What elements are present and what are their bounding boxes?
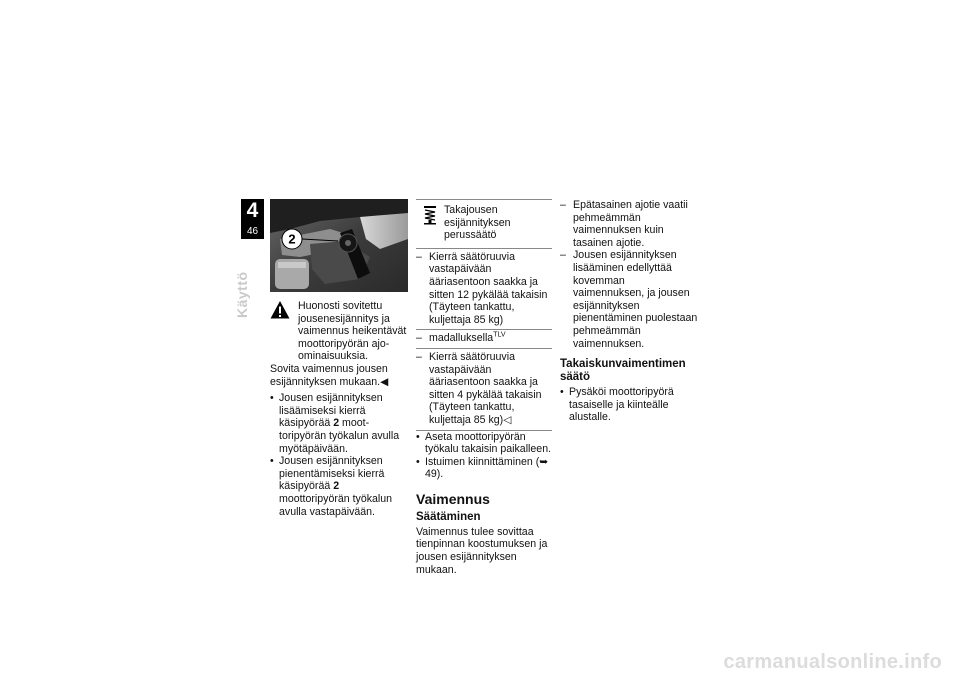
rear-damper-heading: Takaiskunvaimentimen säätö — [560, 358, 686, 384]
chapter-number: 4 — [246, 199, 259, 222]
watermark: carmanualsonline.info — [723, 651, 942, 674]
page-reference-arrow-icon: ➥ — [539, 455, 549, 468]
chapter-tab — [241, 199, 264, 239]
callout-ref: 2 — [333, 417, 340, 430]
spring-preload-icon — [422, 205, 438, 225]
callout-ref: 2 — [333, 480, 340, 493]
end-mark-icon: ◀ — [380, 375, 389, 388]
section-heading: Vaimennus — [416, 490, 490, 507]
bullet-decrease-preload — [270, 455, 408, 518]
bullet-park-level: • Pysäköi moottoripyörä tasaiselle ja kiinteälle alustalle. — [560, 386, 698, 424]
setting-table — [416, 199, 552, 431]
shock-adjuster-photo — [270, 199, 408, 292]
page-reference: 49). — [425, 468, 444, 481]
bullet-text: moottoripyörän työkalun avulla myötäpäivään. — [279, 417, 400, 455]
setting-lowered-label — [416, 332, 552, 345]
bullet-text: Istuimen kiinnittäminen ( — [425, 455, 540, 468]
setting-row-lowered — [416, 330, 552, 349]
setting-table-title: Takajousen esijännityksen perussäätö — [444, 204, 511, 242]
damping-note — [270, 363, 408, 388]
setting-lowered-value-text: Kierrä säätöruuvia vastapäivään ääriasentoon saakka ja sitten 4 pykälää takaisin (Täyteen tankattu, kuljettaja 85 kg) — [429, 350, 542, 426]
warning-triangle-icon — [270, 300, 290, 320]
bullet-text: Jousen esijännityksen lisäämiseksi kierrä käsipyörää — [279, 392, 383, 430]
end-mark-icon: ◁ — [503, 413, 512, 426]
chapter-side-label: Käyttö — [234, 271, 250, 318]
bullet-text: Jousen esijännityksen pienentämiseksi kierrä käsipyörää — [279, 455, 385, 493]
dash-preload-damping: – Jousen esijännityksen lisääminen edellyttää kovemman vaimennuksen, ja jousen esijännityksen pienentäminen puolestaan pehmeämmän vaimennuksen. — [560, 249, 698, 350]
figure-callout-2: 2 — [288, 231, 296, 247]
warning-block — [270, 300, 408, 363]
bullet-text: moottoripyörän työkalun avulla vastapäivään. — [279, 492, 393, 518]
page-number: 46 — [246, 226, 259, 237]
damping-body-text: Vaimennus tulee sovittaa tienpinnan koostumuksen ja jousen esijännityksen mukaan. — [416, 525, 548, 576]
subsection-heading: Säätäminen — [416, 510, 481, 523]
setting-lowered-text: madalluksella — [429, 332, 494, 345]
setting-row-lowered-value — [416, 349, 552, 430]
setting-standard-text: – Kierrä säätöruuvia vastapäivään ääriasentoon saakka ja sitten 12 pykälää takaisin (Täyteen tankattu, kuljettaja 85 kg) — [416, 251, 552, 327]
bullet-return-tool: • Aseta moottoripyörän työkalu takaisin paikalleen. — [416, 431, 552, 456]
column-3 — [560, 199, 698, 424]
warning-text: Huonosti sovitettu jousenesijännitys ja vaimennus heikentävät moottoripyörän ajoominaisuuksia. — [298, 300, 407, 363]
setting-table-header — [416, 200, 552, 249]
option-code: TLV — [493, 331, 506, 339]
setting-lowered-value — [416, 351, 552, 427]
setting-row-standard — [416, 249, 552, 331]
column-2 — [416, 199, 552, 576]
column-1 — [270, 199, 408, 518]
bullet-fit-seat — [416, 456, 552, 481]
bullet-increase-preload — [270, 392, 408, 455]
dash-uneven-road: – Epätasainen ajotie vaatii pehmeämmän vaimennuksen kuin tasainen ajotie. — [560, 199, 698, 249]
damping-note-text: Sovita vaimennus jousen esijännityksen mukaan. — [270, 362, 388, 388]
